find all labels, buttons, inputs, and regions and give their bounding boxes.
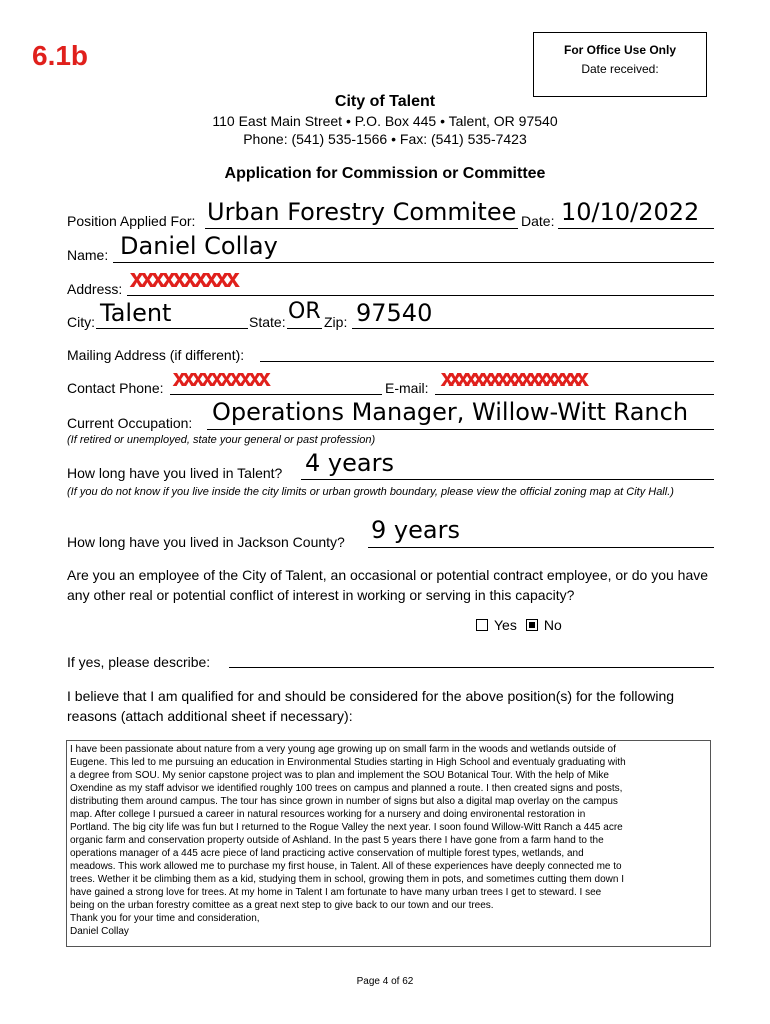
address-line <box>127 295 714 296</box>
state-field[interactable]: OR <box>288 299 321 324</box>
zip-field[interactable]: 97540 <box>356 299 433 327</box>
org-address: 110 East Main Street • P.O. Box 445 • Talent, OR 97540 <box>212 113 558 129</box>
occupation-note: (If retired or unemployed, state your general or past profession) <box>67 434 376 446</box>
county-years-field[interactable]: 9 years <box>371 516 460 544</box>
county-years-line <box>368 547 714 548</box>
office-use-box <box>533 32 707 97</box>
city-line <box>96 328 248 329</box>
name-label: Name: <box>67 247 109 263</box>
if-yes-label: If yes, please describe: <box>67 654 211 670</box>
address-field[interactable]: xxxxxxxxxx <box>129 264 236 294</box>
mailing-line <box>260 361 714 362</box>
county-years-label: How long have you lived in Jackson County? <box>67 534 345 550</box>
page-footer: Page 4 of 62 <box>356 976 414 987</box>
city-field[interactable]: Talent <box>100 299 172 327</box>
position-label: Position Applied For: <box>67 213 196 229</box>
position-line <box>205 228 518 229</box>
date-line <box>558 228 714 229</box>
zip-line <box>352 328 714 329</box>
reasons-textbox[interactable] <box>66 740 711 947</box>
org-contact: Phone: (541) 535-1566 • Fax: (541) 535-7423 <box>243 131 527 147</box>
phone-field[interactable]: xxxxxxxxxx <box>172 364 267 392</box>
phone-label: Contact Phone: <box>67 380 164 396</box>
phone-line <box>170 394 382 395</box>
reasons-prompt: I believe that I am qualified for and should be considered for the above position(s) for the following reasons (attach additional sheet if necessary): <box>67 688 675 724</box>
yes-checkbox[interactable] <box>476 619 488 631</box>
no-checkbox[interactable] <box>526 619 538 631</box>
conflict-answer-group <box>476 617 562 633</box>
form-id: 6.1b <box>32 40 89 71</box>
conflict-question: Are you an employee of the City of Talent, an occasional or potential contract employee, or do you have any other real or potential conflict of interest in working or serving in this capacity? <box>67 567 709 603</box>
date-label: Date: <box>521 213 555 229</box>
yes-label: Yes <box>494 617 517 633</box>
name-line <box>113 262 714 263</box>
position-field[interactable]: Urban Forestry Commitee <box>207 198 517 226</box>
form-title: Application for Commission or Committee <box>224 165 546 182</box>
email-field[interactable]: xxxxxxxxxxxxxxxxxx <box>440 364 584 392</box>
occupation-line <box>207 429 714 430</box>
name-field[interactable]: Daniel Collay <box>120 232 278 260</box>
talent-years-field[interactable]: 4 years <box>305 449 394 477</box>
occupation-field[interactable]: Operations Manager, Willow-Witt Ranch <box>212 398 689 426</box>
email-line <box>435 394 714 395</box>
zip-label: Zip: <box>324 314 348 330</box>
talent-note: (If you do not know if you live inside the city limits or urban growth boundary, please view the official zoning map at City Hall.) <box>67 486 674 498</box>
org-name: City of Talent <box>334 93 436 110</box>
mailing-label: Mailing Address (if different): <box>67 347 245 363</box>
state-line <box>287 328 322 329</box>
email-label: E-mail: <box>385 380 429 396</box>
talent-years-label: How long have you lived in Talent? <box>67 465 283 481</box>
no-label: No <box>543 617 562 633</box>
city-label: City: <box>67 314 95 330</box>
office-use-title: For Office Use Only <box>563 43 677 57</box>
reasons-text: I have been passionate about nature from a very young age growing up on small farm in the woods and wetlands outside of Eugene. This led to me pursuing an education in Environmental Studies starting in High School and eventualy graduating with a degree from SOU. My senior capstone project was to plan and implement the SOU Botanical Tour. With the help of Mike Oxendine as my staff advisor we identified roughly 100 trees on campus and planned a route. I then created signs and posts, distributing them around campus. The tour has since grown in number of signs but also a digital map overlay on the campus map. After college I pursued a career in natural resources working for a nursery and doing environental restoration in Portland. The big city life was fun but I returned to the Rogue Valley the next year. I soon found Willow-Witt Ranch a 445 acre organic farm and conservation property outside of Ashland. In the past 5 years there I have gone from a farm hand to the operations manager of a 445 acre piece of land practicing active conservation of multiple forest types, wetlands, and meadows. This work allowed me to purchase my first house, in Talent. All of these experiences have deeply connected me to trees. Wether it be climbing them as a kid, studying them in school, growing them in pots, and sometimes cutting them down I have gained a strong love for trees. At my home in Talent I am fortunate to have many urban trees I get to steward. I see being on the urban forestry comittee as a great next step to give back to our town and our trees. Thank you for your time and consideration, Daniel Collay <box>70 744 626 937</box>
if-yes-line <box>229 667 714 668</box>
date-received-label: Date received: <box>581 62 659 76</box>
date-field[interactable]: 10/10/2022 <box>561 198 700 226</box>
address-label: Address: <box>67 281 123 297</box>
talent-years-line <box>301 479 714 480</box>
state-label: State: <box>249 314 286 330</box>
occupation-label: Current Occupation: <box>67 415 193 431</box>
